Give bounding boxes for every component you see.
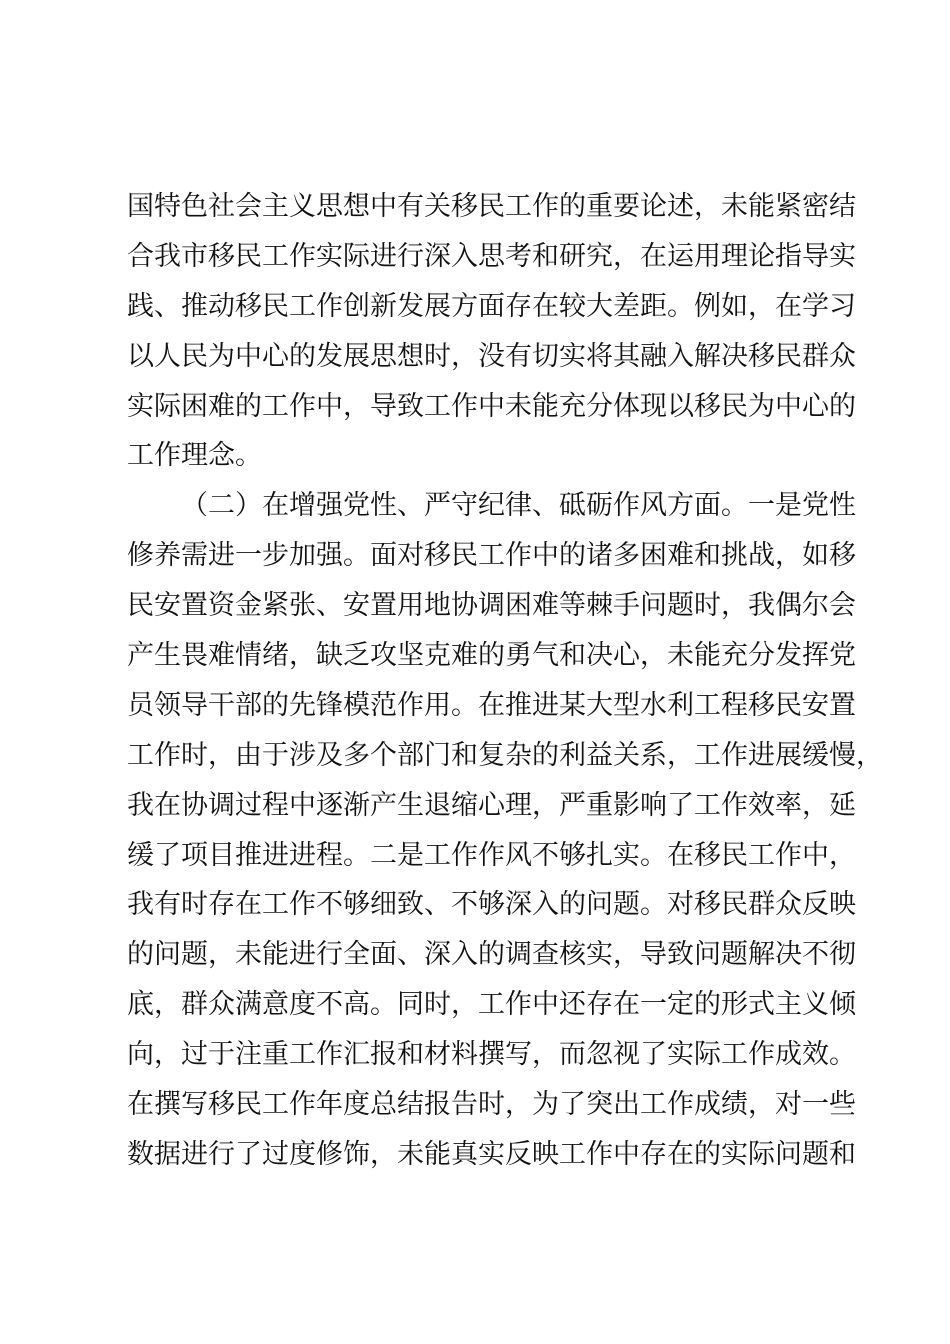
paragraph-line: 民安置资金紧张、安置用地协调困难等棘手问题时，我偶尔会 xyxy=(127,590,856,621)
paragraph-line: 工作时，由于涉及多个部门和复杂的利益关系，工作进展缓慢， xyxy=(127,740,883,771)
paragraph-line: 合我市移民工作实际进行深入思考和研究，在运用理论指导实 xyxy=(127,241,856,272)
paragraph-line: 修养需进一步加强。面对移民工作中的诸多困难和挑战，如移 xyxy=(127,540,856,571)
paragraph-line: 数据进行了过度修饰，未能真实反映工作中存在的实际问题和 xyxy=(127,1139,856,1170)
paragraph-line: 在撰写移民工作年度总结报告时，为了突出工作成绩，对一些 xyxy=(127,1089,856,1120)
paragraph-line: 国特色社会主义思想中有关移民工作的重要论述，未能紧密结 xyxy=(127,191,856,222)
paragraph-line: 的问题，未能进行全面、深入的调查核实，导致问题解决不彻 xyxy=(127,939,856,970)
paragraph-line: 我有时存在工作不够细致、不够深入的问题。对移民群众反映 xyxy=(127,889,856,920)
paragraph-line: 我在协调过程中逐渐产生退缩心理，严重影响了工作效率，延 xyxy=(127,790,856,821)
paragraph-line: 以人民为中心的发展思想时，没有切实将其融入解决移民群众 xyxy=(127,341,856,372)
paragraph-line: 产生畏难情绪，缺乏攻坚克难的勇气和决心，未能充分发挥党 xyxy=(127,640,856,671)
paragraph-line: 员领导干部的先锋模范作用。在推进某大型水利工程移民安置 xyxy=(127,690,856,721)
paragraph-line: 缓了项目推进进程。二是工作作风不够扎实。在移民工作中， xyxy=(127,840,856,871)
paragraph-line: 工作理念。 xyxy=(127,440,262,471)
section-heading-line: （二）在增强党性、严守纪律、砥砺作风方面。一是党性 xyxy=(181,490,856,521)
paragraph-line: 向，过于注重工作汇报和材料撰写，而忽视了实际工作成效。 xyxy=(127,1039,856,1070)
paragraph-line: 践、推动移民工作创新发展方面存在较大差距。例如，在学习 xyxy=(127,291,856,322)
paragraph-line: 实际困难的工作中，导致工作中未能充分体现以移民为中心的 xyxy=(127,391,856,422)
paragraph-line: 底，群众满意度不高。同时，工作中还存在一定的形式主义倾 xyxy=(127,989,856,1020)
